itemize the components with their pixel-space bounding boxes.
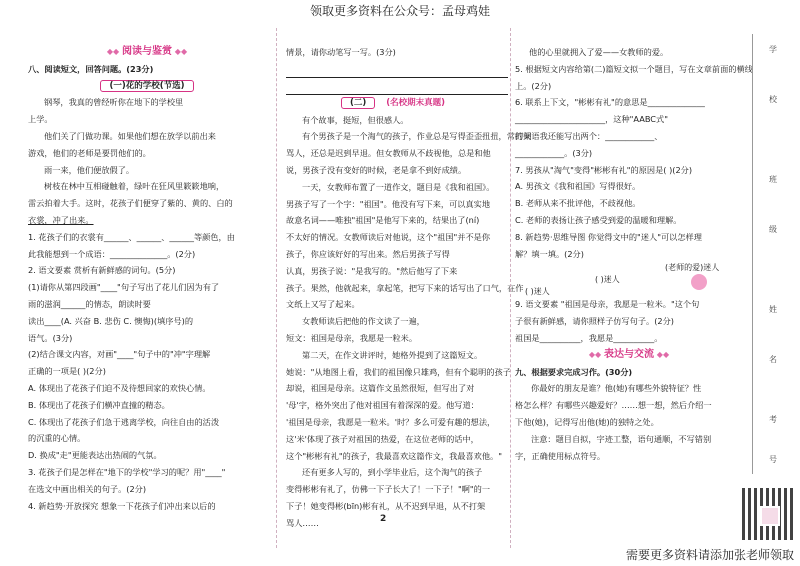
passage-2-line: 说，男孩子没有变好的时候，老是拿不到好成绩。	[286, 164, 467, 175]
passage-2-line: '祖国是母亲，我愿是一粒米。'时？多么可爱有趣的想法，	[286, 416, 496, 427]
passage-2-line: 孩子。果然，他就起来，拿起笔，把写下来的话写出了口气，在作	[286, 282, 524, 293]
passage-2-ending: 他的心里就拥入了爱——女教师的爱。	[529, 47, 669, 57]
passage-2-line: '母'字，格外突出了他对祖国有着深深的爱。他写道：	[286, 400, 479, 411]
answer-line	[286, 61, 508, 78]
question-2-option: C. 体现出了花孩子们急于逃离学校，向往自由的活泼	[28, 416, 220, 427]
passage-2-line: 文纸上又写了起来。	[286, 299, 360, 310]
question-3-line: 在选文中画出相关的句子。(2分)	[28, 483, 147, 494]
question-2-line: (2)结合课文内容，对画"____"句子中的"冲"字理解	[28, 349, 211, 360]
passage-2-line: 骂人……	[286, 517, 319, 528]
passage-2-title: (二) (名校期末真题)	[286, 95, 508, 112]
margin-label: 名	[769, 355, 777, 364]
margin-label: 学	[769, 45, 777, 54]
question-6-line: 的词语我还能写出两个：____________、	[515, 130, 663, 141]
question-2-line: (1)请你从第四段画"____"句子写出了花儿们因为有了	[28, 282, 220, 293]
passage-1-line: 衣裳，冲了出来。	[28, 214, 94, 225]
qr-code-icon	[742, 488, 794, 540]
writing-prompt-line: 注意：题目自拟，字迹工整，语句通顺，不写错别	[531, 433, 712, 444]
question-6-line: ______________________，这种"AABC式"	[515, 114, 668, 125]
margin-label: 校	[769, 95, 777, 104]
question-4-continued: 情景，请你动笔写一写。(3分)	[286, 47, 396, 57]
margin-label: 姓	[769, 305, 777, 314]
question-2-line: 雨的滋润______的情态，朗读时要	[28, 298, 151, 309]
writing-prompt-line: 格怎么样？有哪些兴趣爱好？……想一想，然后介绍一	[515, 400, 712, 411]
question-2-option: D. 换成"走"更能表达出热闹的气氛。	[28, 450, 162, 461]
passage-2-line: 她说："从地图上看，我们的祖国像只雄鸡，但有个聪明的孩子	[286, 366, 511, 377]
writing-prompt-line: 下他(她)，记得写出他(她)的独特之处。	[515, 416, 659, 427]
passage-2-line: 孩子，你应该好好的写出来。然后男孩子写得	[286, 248, 450, 259]
passage-1-line: 游戏，他们的老师是要罚他们的。	[28, 147, 151, 158]
passage-1-line: 钢琴，我真的曾经听你在地下的学校里	[44, 97, 184, 108]
writing-prompt-line: 字，正确使用标点符号。	[515, 450, 606, 461]
question-3-line: 3. 花孩子们是怎样在"地下的学校"学习的呢？用"____"	[28, 466, 226, 477]
passage-1-line: 他们关了门做功课。如果他们想在放学以前出来	[44, 130, 216, 141]
passage-2-line: 却说，祖国是母亲。这篇作文虽然很短，但写出了对	[286, 383, 475, 394]
passage-1-title: (一)花的学校(节选)	[28, 78, 266, 95]
question-5-line: 上。(2分)	[515, 80, 552, 91]
question-6-line: 6. 联系上下文，"彬彬有礼"的意思是______________	[515, 97, 705, 108]
passage-2-line: 变得彬彬有礼了，仿佛一下子长大了！一下子！"啊"的一	[286, 484, 491, 495]
passage-2-line: 女教师读后把他的作文读了一遍，	[302, 316, 425, 327]
question-9-line: 子很有新鲜感，请你照样子仿写句子。(2分)	[515, 316, 674, 327]
passage-2-line: 这'米'体现了孩子对祖国的热爱，在这位老师的话中，	[286, 433, 479, 444]
question-9-writing-title: 九、根据要求完成习作。(30分)	[515, 366, 633, 377]
question-7-option: B. 老师从来不批评他，不歧视他。	[515, 198, 641, 209]
flower-icon	[691, 274, 707, 290]
question-5-line: 5. 根据短文内容给第(二)篇短文拟一个题目，写在文章前面的横线	[515, 63, 753, 74]
question-4-line: 4. 新趋势·开放探究 想象一下花孩子们冲出来以后的	[28, 500, 216, 511]
column-middle	[286, 44, 532, 532]
mind-map	[515, 262, 743, 296]
passage-2-line: 一天，女教师布置了一道作文，题目是《我和祖国》。	[302, 181, 495, 192]
question-7-line: 7. 男孩从"淘气"变得"彬彬有礼"的原因是( )(2分)	[515, 164, 693, 175]
question-1-line: 此我能想到一个成语：______________。(2分)	[28, 248, 196, 259]
margin-label: 考	[769, 415, 777, 424]
passage-2-line: 短文：祖国是母亲，我愿是一粒米。	[286, 332, 418, 343]
question-9-line: 9. 语文要素 "祖国是母亲，我愿是一粒米。"这个句	[515, 299, 700, 310]
question-2-line: 语气。(3分)	[28, 332, 73, 343]
column-divider	[276, 28, 277, 548]
mind-map-node: ( )迷人	[525, 287, 550, 297]
margin-label: 号	[769, 455, 777, 464]
answer-line	[286, 78, 508, 95]
column-divider	[510, 28, 511, 548]
question-7-option: A. 男孩文《我和祖国》写得很好。	[515, 181, 641, 192]
passage-2-line: 有个故事，挺短，但很感人。	[302, 114, 409, 125]
section-title-reading: ◆◆ 阅读与鉴赏 ◆◆	[106, 46, 188, 57]
question-1-line: 1. 花孩子们的衣裳有______、______、______等颜色，由	[28, 231, 235, 242]
mind-map-node: (老师的爱)迷人	[665, 263, 720, 273]
passage-2-line: 第二天，在作文讲评时，她格外提到了这篇短文。	[302, 349, 483, 360]
question-8-line: 解？填一填。(2分)	[515, 248, 584, 259]
passage-1-line: 上学。	[28, 114, 53, 125]
passage-2-line: 不太好的情况。女教师读后对他说，这个"祖国"并不是你	[286, 232, 491, 243]
page-number: 2	[380, 514, 387, 524]
question-2-option: A. 体现出了花孩子们迫不及待想回家的欢快心情。	[28, 382, 211, 393]
mind-map-node: ( )迷人	[595, 275, 620, 285]
passage-2-line: 男孩子写了一个字："祖国"。他没有写下来，可以真实地	[286, 198, 491, 209]
question-2-line: 2. 语文要素 赏析有新鲜感的词句。(5分)	[28, 265, 176, 276]
column-left	[28, 44, 266, 514]
question-2-option: 的沉重的心情。	[28, 433, 86, 444]
question-9-line: 祖国是__________，我愿是__________。	[515, 332, 663, 343]
question-2-line: 读出____(A. 兴奋 B. 悲伤 C. 懊悔)(填序号)的	[28, 315, 194, 326]
passage-1-line: 雷云拍着大手。这时，花孩子们便穿了紫的、黄的、白的	[28, 198, 233, 209]
passage-1-line: 树枝在林中互相碰触着，绿叶在狂风里簌簌地响，	[44, 181, 225, 192]
question-6-line: ____________。(3分)	[515, 147, 593, 158]
passage-2-line: 这个"彬彬有礼"的孩子，我最喜欢这篇作文，我最喜欢他。"	[286, 450, 502, 461]
passage-2-line: 有个男孩子是一个淘气的孩子，作业总是写得歪歪扭扭，常打架	[302, 131, 532, 142]
question-8-line: 8. 新趋势·思维导图 你觉得文中的"迷人"可以怎样理	[515, 231, 702, 242]
writing-prompt-line: 你最好的朋友是谁？他(她)有哪些外貌特征？性	[531, 383, 702, 394]
section-title-writing: ◆◆ 表达与交流 ◆◆	[588, 348, 670, 360]
passage-2-line: 骂人，还总是迟到早退。但女教师从不歧视他，总是和他	[286, 148, 491, 159]
passage-1-line: 雨一来，他们便放假了。	[44, 164, 135, 175]
bottom-banner: 需要更多资料请添加张老师领取	[625, 548, 794, 562]
binding-margin	[752, 34, 797, 474]
passage-2-line: 认真，男孩子说："是我写的。"然后他写了下来	[286, 265, 458, 276]
passage-2-line: 还有更多人写的，到小学毕业后，这个淘气的孩子	[302, 467, 483, 478]
column-right	[515, 44, 753, 464]
margin-label: 班	[769, 175, 777, 184]
question-7-option: C. 老师的表扬让孩子感受到爱的温暖和理解。	[515, 214, 682, 225]
question-8-title: 八、阅读短文，回答问题。(23分)	[28, 63, 154, 74]
margin-label: 级	[769, 225, 777, 234]
passage-2-line: 故意名词——唯独"祖国"是他写下来的，结果出了(ní)	[286, 215, 480, 226]
question-2-option: B. 体现出了花孩子们横冲直撞的精态。	[28, 399, 170, 410]
top-banner: 领取更多资料在公众号：孟母鸡娃	[309, 4, 490, 18]
passage-2-line: 下子！她变得彬(bīn)彬有礼，从不迟到早退，从不打架	[286, 500, 486, 511]
question-2-line: 正确的一项是( )(2分)	[28, 366, 106, 377]
